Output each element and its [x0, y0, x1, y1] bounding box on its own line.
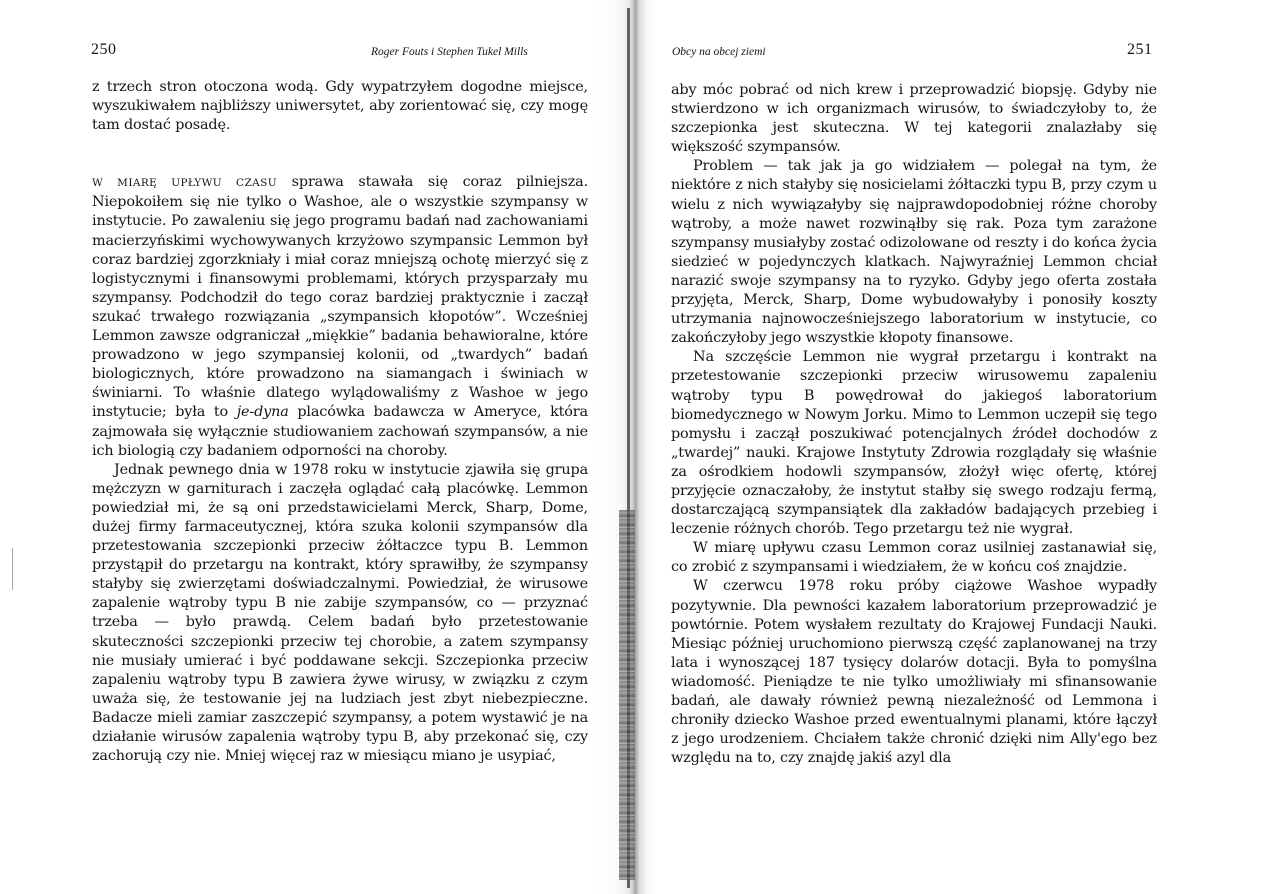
section-opener-paragraph: [92, 173, 588, 460]
paragraph: z trzech stron otoczona wodą. Gdy wypatrzyłem dogodne miejsce, wyszukiwałem najbliższy uniwersytet, aby zorientować się, czy mogę tam dostać posadę.: [92, 79, 588, 134]
right-page: [640, 0, 1262, 894]
paragraph: placówka badawcza w Ameryce, która zajmowała się wyłącznie studiowaniem zachowań szympansów, a nie ich biologią czy badaniem odporności na choroby.: [92, 404, 588, 459]
page-number-left: 250: [91, 41, 117, 58]
paragraph: W czerwcu 1978 roku próby ciążowe Washoe wypadły pozytywnie. Dla pewności kazałem laboratorium przeprowadzić je powtórnie. Potem wysłałem rezultaty do Krajowej Fundacji Nauki. Miesiąc później uruchomiono pierwszą część zaplanowanej na trzy lata i wynoszącej 187 tysięcy dolarów dotacji. Była to pomyślna wiadomość. Pieniądze te nie tylko umożliwiały mi sfinansowanie badań, ale dawały również pewną niezależność od Lemmona i chroniły dziecko Washoe przed ewentualnymi planami, które łączył z jego urodzeniem. Chciałem także chronić dzięki nim Ally'ego bez względu na to, czy znajdę jakiś azyl dla: [671, 578, 1157, 767]
spine-scan-artifact: [619, 510, 635, 880]
paragraph: Jednak pewnego dnia w 1978 roku w instytucie zjawiła się grupa mężczyzn w garniturach i zaczęła oglądać całą placówkę. Lemmon powiedział mi, że są oni przedstawicielami Merck, Sharp, Dome, dużej firmy farmaceutycznej, która szuka kolonii szympansów dla przetestowania szczepionki przeciw żółtaczce typu B. Lemmon przystąpił do przetargu na kontrakt, który sprawiłby, że szympansy stałyby się zwierzętami doświadczalnymi. Powiedział, że wirusowe zapalenie wątroby typu B nie zabije szympansów, co — przyznać trzeba — było prawdą. Celem badań było przetestowanie skuteczności szczepionki przeciw tej chorobie, a zatem szympansy nie musiały umierać i być poddawane sekcji. Szczepionka przeciw zapaleniu wątroby typu B zawiera żywe wirusy, w związku z czym uważa się, że testowanie jej na ludziach jest zbyt niebezpieczne. Badacze mieli zamiar zaszczepić szympansy, a potem wystawić je na działanie wirusów zapalenia wątroby typu B, aby przekonać się, czy zachorują czy nie. Mniej więcej raz w miesiącu miano je usypiać,: [92, 461, 588, 765]
paragraph: W miarę upływu czasu Lemmon coraz usilniej zastanawiał się, co zrobić z szympansami i wiedziałem, że w końcu coś znajdzie.: [671, 540, 1157, 576]
small-caps-opener: W MIARĘ UPŁYWU CZASU: [92, 177, 277, 190]
running-head-left: Roger Fouts i Stephen Tukel Mills: [371, 46, 528, 58]
paragraph: Na szczęście Lemmon nie wygrał przetargu i kontrakt na przetestowanie szczepionki przeciw wirusowemu zapaleniu wątroby typu B powędrował do jakiegoś laboratorium biomedycznego w Nowym Jorku. Mimo to Lemmon uczepił się tego pomysłu i zaczął poszukiwać potencjalnych źródeł dochodów z „twardej” nauki. Krajowe Instytuty Zdrowia rozglądały się właśnie za ośrodkiem hodowli szympansów, złożył więc ofertę, której przyjęcie oznaczałoby, że instytut stałby się swego rodzaju fermą, dostarczającą szympansiątek dla zakładów badających przebieg i leczenie różnych chorób. Tego przetargu też nie wygrał.: [671, 349, 1157, 538]
right-page-body: [671, 81, 1157, 768]
paragraph: Problem — tak jak ja go widziałem — polegał na tym, że niektóre z nich stałyby się nosicielami żółtaczki typu B, przy czym u wielu z nich wywiązałyby się najprawdopodobniej różne choroby wątroby, a może nawet rozwinąłby się rak. Poza tym zarażone szympansy musiałyby zostać odizolowane od reszty i do końca życia siedzieć w pojedynczych klatkach. Najwyraźniej Lemmon chciał narazić swoje szympansy na to ryzyko. Gdyby jego oferta została przyjęta, Merck, Sharp, Dome wybudowałyby i ponosiły koszty utrzymania najnowocześniejszego laboratorium w instytucie, co zakończyłoby jego wszystkie kłopoty finansowe.: [671, 158, 1157, 347]
left-page: [0, 0, 620, 894]
running-head-right: Obcy na obcej ziemi: [672, 46, 766, 58]
emphasis-word: je-dyna: [236, 404, 289, 421]
page-number-right: 251: [1127, 41, 1153, 58]
left-page-body: [92, 78, 588, 766]
paragraph: Niepokoiłem się nie tylko o Washoe, ale o wszystkie szympansy w instytucie. Po zawaleniu się jego programu badań nad zachowaniami macierzyńskimi wychowywanych krzyżowo szympansic Lemmon był coraz bardziej zgorzkniały i miał coraz mniejszą ochotę mierzyć się z logistycznymi i finansowymi problemami, których przysparzały mu szympansy. Podchodził do tego coraz bardziej praktycznie i zaczął szukać trwałego rozwiązania „szympansich kłopotów”. Wcześniej Lemmon zawsze odgraniczał „miękkie” badania behawioralne, które prowadzono w jego szympansiej kolonii, od „twardych” badań biologicznych, które prowadzono na siamangach i świniach w świniarni. To właśnie dlatego wylądowaliśmy z Washoe w jego instytucie; była to: [92, 194, 588, 421]
paragraph: aby móc pobrać od nich krew i przeprowadzić biopsję. Gdyby nie stwierdzono w ich organizmach wirusów, to świadczyłoby to, że szczepionka jest skuteczna. W tej kategorii znalazłaby się większość szympansów.: [671, 82, 1157, 156]
section-opener-text: sprawa stawała się coraz pilniejsza.: [291, 174, 588, 191]
